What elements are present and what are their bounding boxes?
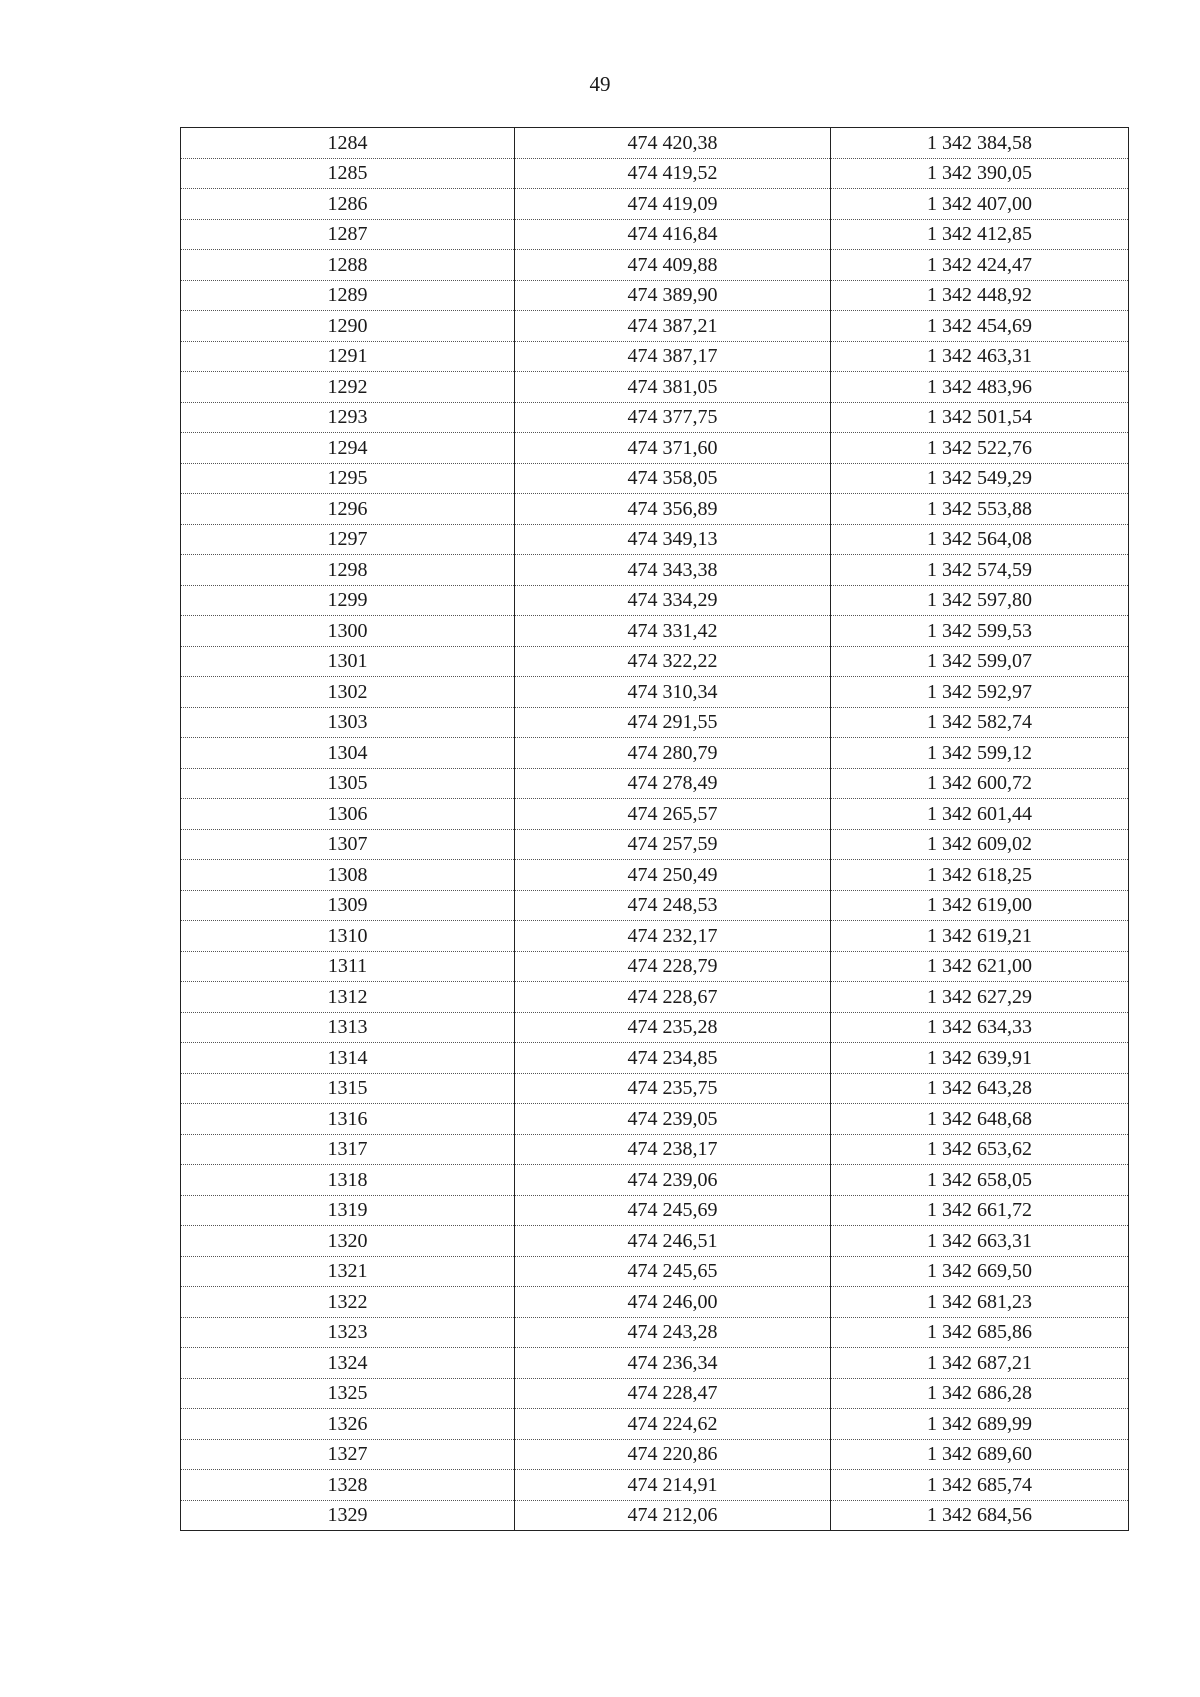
table-row — [181, 738, 1129, 769]
point-number-cell: 1295 — [181, 463, 515, 494]
point-number-cell: 1325 — [181, 1378, 515, 1409]
table-row — [181, 1043, 1129, 1074]
y-coordinate-cell: 1 342 599,12 — [831, 738, 1129, 769]
point-number-cell: 1310 — [181, 921, 515, 952]
x-coordinate-cell: 474 358,05 — [515, 463, 831, 494]
point-number-cell: 1298 — [181, 555, 515, 586]
table-row — [181, 402, 1129, 433]
page-number: 49 — [589, 72, 611, 96]
point-number-cell: 1306 — [181, 799, 515, 830]
table-row — [181, 494, 1129, 525]
x-coordinate-cell: 474 228,79 — [515, 951, 831, 982]
x-coordinate-cell: 474 250,49 — [515, 860, 831, 891]
table-row — [181, 189, 1129, 220]
y-coordinate-cell: 1 342 574,59 — [831, 555, 1129, 586]
table-row — [181, 463, 1129, 494]
point-number-cell: 1317 — [181, 1134, 515, 1165]
point-number-cell: 1319 — [181, 1195, 515, 1226]
x-coordinate-cell: 474 419,52 — [515, 158, 831, 189]
point-number-cell: 1318 — [181, 1165, 515, 1196]
x-coordinate-cell: 474 420,38 — [515, 128, 831, 159]
table-row — [181, 1348, 1129, 1379]
y-coordinate-cell: 1 342 522,76 — [831, 433, 1129, 464]
table-row — [181, 128, 1129, 159]
point-number-cell: 1328 — [181, 1470, 515, 1501]
y-coordinate-cell: 1 342 407,00 — [831, 189, 1129, 220]
table-row — [181, 1104, 1129, 1135]
x-coordinate-cell: 474 214,91 — [515, 1470, 831, 1501]
y-coordinate-cell: 1 342 412,85 — [831, 219, 1129, 250]
y-coordinate-cell: 1 342 582,74 — [831, 707, 1129, 738]
y-coordinate-cell: 1 342 627,29 — [831, 982, 1129, 1013]
point-number-cell: 1301 — [181, 646, 515, 677]
x-coordinate-cell: 474 349,13 — [515, 524, 831, 555]
x-coordinate-cell: 474 334,29 — [515, 585, 831, 616]
x-coordinate-cell: 474 389,90 — [515, 280, 831, 311]
x-coordinate-cell: 474 212,06 — [515, 1500, 831, 1531]
y-coordinate-cell: 1 342 618,25 — [831, 860, 1129, 891]
table-row — [181, 677, 1129, 708]
x-coordinate-cell: 474 239,06 — [515, 1165, 831, 1196]
x-coordinate-cell: 474 239,05 — [515, 1104, 831, 1135]
y-coordinate-cell: 1 342 686,28 — [831, 1378, 1129, 1409]
x-coordinate-cell: 474 228,67 — [515, 982, 831, 1013]
table-row — [181, 1165, 1129, 1196]
y-coordinate-cell: 1 342 685,74 — [831, 1470, 1129, 1501]
point-number-cell: 1304 — [181, 738, 515, 769]
table-row — [181, 1134, 1129, 1165]
point-number-cell: 1302 — [181, 677, 515, 708]
x-coordinate-cell: 474 220,86 — [515, 1439, 831, 1470]
y-coordinate-cell: 1 342 609,02 — [831, 829, 1129, 860]
y-coordinate-cell: 1 342 639,91 — [831, 1043, 1129, 1074]
table-row — [181, 311, 1129, 342]
x-coordinate-cell: 474 232,17 — [515, 921, 831, 952]
y-coordinate-cell: 1 342 599,07 — [831, 646, 1129, 677]
x-coordinate-cell: 474 371,60 — [515, 433, 831, 464]
x-coordinate-cell: 474 224,62 — [515, 1409, 831, 1440]
point-number-cell: 1299 — [181, 585, 515, 616]
point-number-cell: 1285 — [181, 158, 515, 189]
point-number-cell: 1297 — [181, 524, 515, 555]
point-number-cell: 1290 — [181, 311, 515, 342]
y-coordinate-cell: 1 342 600,72 — [831, 768, 1129, 799]
y-coordinate-cell: 1 342 549,29 — [831, 463, 1129, 494]
x-coordinate-cell: 474 246,00 — [515, 1287, 831, 1318]
x-coordinate-cell: 474 387,21 — [515, 311, 831, 342]
point-number-cell: 1312 — [181, 982, 515, 1013]
x-coordinate-cell: 474 381,05 — [515, 372, 831, 403]
y-coordinate-cell: 1 342 424,47 — [831, 250, 1129, 281]
y-coordinate-cell: 1 342 454,69 — [831, 311, 1129, 342]
x-coordinate-cell: 474 419,09 — [515, 189, 831, 220]
point-number-cell: 1323 — [181, 1317, 515, 1348]
table-row — [181, 768, 1129, 799]
x-coordinate-cell: 474 278,49 — [515, 768, 831, 799]
table-row — [181, 1317, 1129, 1348]
y-coordinate-cell: 1 342 684,56 — [831, 1500, 1129, 1531]
coordinates-table-body — [181, 128, 1129, 1531]
point-number-cell: 1288 — [181, 250, 515, 281]
y-coordinate-cell: 1 342 689,99 — [831, 1409, 1129, 1440]
x-coordinate-cell: 474 246,51 — [515, 1226, 831, 1257]
point-number-cell: 1327 — [181, 1439, 515, 1470]
table-row — [181, 616, 1129, 647]
point-number-cell: 1315 — [181, 1073, 515, 1104]
table-row — [181, 280, 1129, 311]
y-coordinate-cell: 1 342 463,31 — [831, 341, 1129, 372]
point-number-cell: 1305 — [181, 768, 515, 799]
table-row — [181, 1195, 1129, 1226]
y-coordinate-cell: 1 342 592,97 — [831, 677, 1129, 708]
table-row — [181, 1409, 1129, 1440]
point-number-cell: 1286 — [181, 189, 515, 220]
x-coordinate-cell: 474 228,47 — [515, 1378, 831, 1409]
point-number-cell: 1309 — [181, 890, 515, 921]
y-coordinate-cell: 1 342 448,92 — [831, 280, 1129, 311]
table-row — [181, 555, 1129, 586]
x-coordinate-cell: 474 257,59 — [515, 829, 831, 860]
point-number-cell: 1308 — [181, 860, 515, 891]
y-coordinate-cell: 1 342 689,60 — [831, 1439, 1129, 1470]
table-row — [181, 707, 1129, 738]
x-coordinate-cell: 474 322,22 — [515, 646, 831, 677]
y-coordinate-cell: 1 342 663,31 — [831, 1226, 1129, 1257]
x-coordinate-cell: 474 356,89 — [515, 494, 831, 525]
x-coordinate-cell: 474 343,38 — [515, 555, 831, 586]
table-row — [181, 1500, 1129, 1531]
point-number-cell: 1294 — [181, 433, 515, 464]
point-number-cell: 1322 — [181, 1287, 515, 1318]
table-row — [181, 799, 1129, 830]
y-coordinate-cell: 1 342 681,23 — [831, 1287, 1129, 1318]
y-coordinate-cell: 1 342 669,50 — [831, 1256, 1129, 1287]
x-coordinate-cell: 474 377,75 — [515, 402, 831, 433]
point-number-cell: 1320 — [181, 1226, 515, 1257]
x-coordinate-cell: 474 248,53 — [515, 890, 831, 921]
x-coordinate-cell: 474 280,79 — [515, 738, 831, 769]
y-coordinate-cell: 1 342 634,33 — [831, 1012, 1129, 1043]
point-number-cell: 1329 — [181, 1500, 515, 1531]
y-coordinate-cell: 1 342 658,05 — [831, 1165, 1129, 1196]
table-row — [181, 1470, 1129, 1501]
table-row — [181, 372, 1129, 403]
y-coordinate-cell: 1 342 597,80 — [831, 585, 1129, 616]
point-number-cell: 1292 — [181, 372, 515, 403]
table-row — [181, 829, 1129, 860]
x-coordinate-cell: 474 238,17 — [515, 1134, 831, 1165]
point-number-cell: 1324 — [181, 1348, 515, 1379]
coordinates-table — [180, 127, 1129, 1531]
y-coordinate-cell: 1 342 621,00 — [831, 951, 1129, 982]
x-coordinate-cell: 474 234,85 — [515, 1043, 831, 1074]
point-number-cell: 1287 — [181, 219, 515, 250]
point-number-cell: 1291 — [181, 341, 515, 372]
y-coordinate-cell: 1 342 501,54 — [831, 402, 1129, 433]
y-coordinate-cell: 1 342 599,53 — [831, 616, 1129, 647]
table-row — [181, 433, 1129, 464]
y-coordinate-cell: 1 342 601,44 — [831, 799, 1129, 830]
table-row — [181, 341, 1129, 372]
point-number-cell: 1296 — [181, 494, 515, 525]
x-coordinate-cell: 474 291,55 — [515, 707, 831, 738]
point-number-cell: 1300 — [181, 616, 515, 647]
table-row — [181, 1439, 1129, 1470]
table-row — [181, 982, 1129, 1013]
y-coordinate-cell: 1 342 564,08 — [831, 524, 1129, 555]
y-coordinate-cell: 1 342 661,72 — [831, 1195, 1129, 1226]
x-coordinate-cell: 474 310,34 — [515, 677, 831, 708]
point-number-cell: 1293 — [181, 402, 515, 433]
point-number-cell: 1289 — [181, 280, 515, 311]
table-row — [181, 250, 1129, 281]
point-number-cell: 1321 — [181, 1256, 515, 1287]
table-row — [181, 951, 1129, 982]
y-coordinate-cell: 1 342 390,05 — [831, 158, 1129, 189]
table-row — [181, 1378, 1129, 1409]
y-coordinate-cell: 1 342 619,21 — [831, 921, 1129, 952]
table-row — [181, 921, 1129, 952]
table-row — [181, 890, 1129, 921]
point-number-cell: 1314 — [181, 1043, 515, 1074]
y-coordinate-cell: 1 342 643,28 — [831, 1073, 1129, 1104]
x-coordinate-cell: 474 236,34 — [515, 1348, 831, 1379]
point-number-cell: 1316 — [181, 1104, 515, 1135]
x-coordinate-cell: 474 409,88 — [515, 250, 831, 281]
table-row — [181, 646, 1129, 677]
table-row — [181, 1287, 1129, 1318]
table-row — [181, 219, 1129, 250]
point-number-cell: 1313 — [181, 1012, 515, 1043]
x-coordinate-cell: 474 245,65 — [515, 1256, 831, 1287]
point-number-cell: 1284 — [181, 128, 515, 159]
table-row — [181, 524, 1129, 555]
x-coordinate-cell: 474 265,57 — [515, 799, 831, 830]
x-coordinate-cell: 474 235,28 — [515, 1012, 831, 1043]
table-row — [181, 1226, 1129, 1257]
point-number-cell: 1303 — [181, 707, 515, 738]
x-coordinate-cell: 474 387,17 — [515, 341, 831, 372]
table-row — [181, 860, 1129, 891]
table-row — [181, 1256, 1129, 1287]
y-coordinate-cell: 1 342 619,00 — [831, 890, 1129, 921]
point-number-cell: 1311 — [181, 951, 515, 982]
y-coordinate-cell: 1 342 648,68 — [831, 1104, 1129, 1135]
x-coordinate-cell: 474 243,28 — [515, 1317, 831, 1348]
y-coordinate-cell: 1 342 687,21 — [831, 1348, 1129, 1379]
x-coordinate-cell: 474 235,75 — [515, 1073, 831, 1104]
point-number-cell: 1326 — [181, 1409, 515, 1440]
x-coordinate-cell: 474 245,69 — [515, 1195, 831, 1226]
x-coordinate-cell: 474 416,84 — [515, 219, 831, 250]
y-coordinate-cell: 1 342 685,86 — [831, 1317, 1129, 1348]
table-row — [181, 1012, 1129, 1043]
table-row — [181, 1073, 1129, 1104]
table-row — [181, 158, 1129, 189]
x-coordinate-cell: 474 331,42 — [515, 616, 831, 647]
point-number-cell: 1307 — [181, 829, 515, 860]
table-row — [181, 585, 1129, 616]
y-coordinate-cell: 1 342 483,96 — [831, 372, 1129, 403]
y-coordinate-cell: 1 342 653,62 — [831, 1134, 1129, 1165]
y-coordinate-cell: 1 342 384,58 — [831, 128, 1129, 159]
y-coordinate-cell: 1 342 553,88 — [831, 494, 1129, 525]
